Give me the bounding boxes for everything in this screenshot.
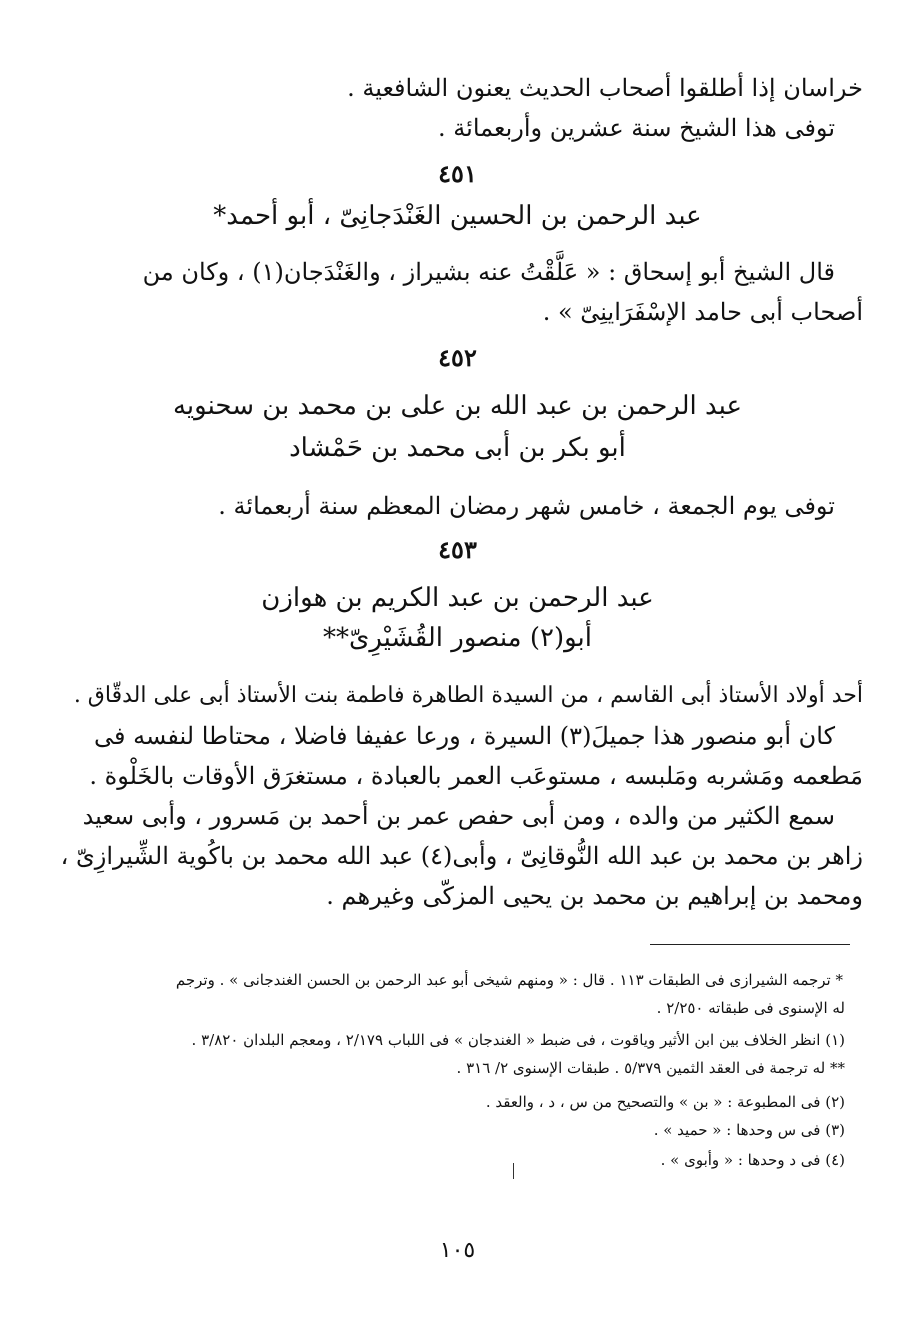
page-number: ١٠٥ — [439, 1238, 476, 1263]
text-line: زاهر بن محمد بن عبد الله النُّوقانِىّ ، وأبى(٤) عبد الله محمد بن باكُوية الشِّيرازِىّ ، — [60, 842, 863, 870]
footnote-line: (٣) فى س وحدها : « حميد » . — [653, 1121, 845, 1139]
footnote-line: (٤) فى د وحدها : « وأبوى » . — [660, 1151, 845, 1169]
text-line: أصحاب أبى حامد الإسْفَرَاينِىّ » . — [542, 298, 863, 326]
text-line: توفى يوم الجمعة ، خامس شهر رمضان المعظم سنة أربعمائة . — [218, 492, 835, 520]
text-line: ومحمد بن إبراهيم بن محمد بن يحيى المزكّى وغيرهم . — [326, 882, 863, 910]
text-line: توفى هذا الشيخ سنة عشرين وأربعمائة . — [438, 114, 835, 142]
text-line: سمع الكثير من والده ، ومن أبى حفص عمر بن أحمد بن مَسرور ، وأبى سعيد — [82, 802, 835, 830]
footnote-line: ** له ترجمة فى العقد الثمين ٥/٣٧٩ . طبقات الإسنوى ٢/ ٣١٦ . — [456, 1059, 845, 1077]
text-line: كان أبو منصور هذا جميلَ(٣) السيرة ، ورعا عفيفا فاضلا ، محتاطا لنفسه فى — [93, 722, 835, 750]
entry-number: ٤٥٢ — [438, 343, 477, 372]
footnote-line: * ترجمه الشيرازى فى الطبقات ١١٣ . قال : « ومنهم شيخى أبو عبد الرحمن بن الحسن الغندجانى » . وترجم — [175, 971, 843, 989]
entry-heading: أبو بكر بن أبى محمد بن حَمْشاد — [289, 433, 626, 463]
entry-heading: عبد الرحمن بن عبد الكريم بن هوازن — [261, 583, 654, 613]
entry-heading: عبد الرحمن بن الحسين الغَنْدَجانِىّ ، أبو أحمد* — [213, 201, 702, 231]
footnote-line: (١) انظر الخلاف بين ابن الأثير وياقوت ، فى ضبط « الغندجان » فى اللباب ٢/١٧٩ ، ومعجم البلدان ٣/٨٢٠ . — [191, 1031, 845, 1049]
text-line: أحد أولاد الأستاذ أبى القاسم ، من السيدة الطاهرة فاطمة بنت الأستاذ أبى على الدقّاق . — [73, 683, 863, 708]
text-line: قال الشيخ أبو إسحاق : « عَلَّقْتُ عنه بشيراز ، والغَنْدَجان(١) ، وكان من — [142, 258, 835, 286]
entry-heading: عبد الرحمن بن عبد الله بن على بن محمد بن سحنويه — [172, 391, 743, 421]
scan-mark — [513, 1163, 514, 1179]
entry-number: ٤٥٣ — [438, 535, 477, 564]
footnote-line: (٢) فى المطبوعة : « بن » والتصحيح من س ، د ، والعقد . — [485, 1093, 845, 1111]
text-line: مَطعمه ومَشربه ومَلبسه ، مستوعَب العمر بالعبادة ، مستغرَق الأوقات بالخَلْوة . — [89, 762, 863, 790]
entry-heading: أبو(٢) منصور القُشَيْرِىّ** — [322, 623, 593, 653]
footnote-line: له الإسنوى فى طبقاته ٢/٢٥٠ . — [656, 999, 845, 1017]
entry-number: ٤٥١ — [438, 159, 477, 188]
text-line: خراسان إذا أطلقوا أصحاب الحديث يعنون الشافعية . — [347, 74, 863, 102]
footnote-separator — [650, 944, 850, 945]
